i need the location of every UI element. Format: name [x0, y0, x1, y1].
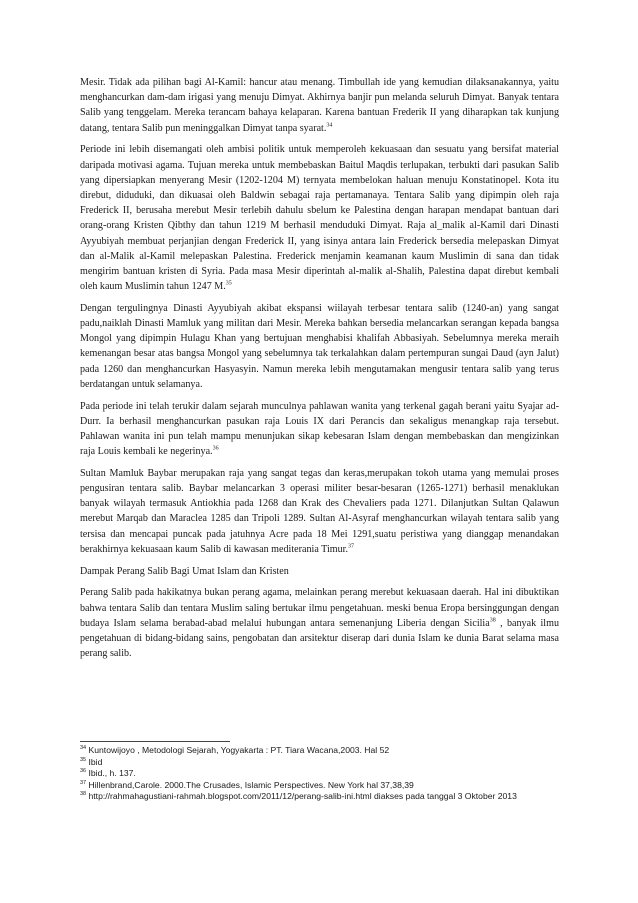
paragraph-3: Dengan tergulingnya Dinasti Ayyubiyah akibat ekspansi wiilayah terbesar tentara salib (1240-an) yang sangat padu,naiklah Dinasti Mamluk yang militan dari Mesir. Mereka bahkan bersedia melancarkan serangan kepada bangsa Mongol yang dipimpin Hulagu Khan yang bertujuan menghabisi khalifah Abbasiyah. Sebelumnya mereka meraih kemenangan besar atas bangsa Mongol yang sebelumnya tak terkalahkan dalam pertempuran sungai Daud (ayn Jalut) pada 1260 dan menghancurkan Hasyasyin. Namun mereka lebih mengutamakan mengusir tentara salib yang terus berdatangan untuk selamanya.: [80, 302, 559, 390]
footnote-35: $^{35}$ Ibid: [80, 756, 103, 767]
footnote-ref-36[interactable]: 36: [212, 445, 219, 452]
footnote-34: $^{34}$ Kuntowijoyo , Metodologi Sejarah, Yogyakarta : PT. Tiara Wacana,2003. Hal 52: [80, 745, 390, 755]
footnote-separator: [80, 741, 230, 742]
footnote-37: $^{37}$ Hillenbrand,Carole. 2000.The Crusades, Islamic Perspectives. New York hal 37,38,39: [80, 779, 414, 790]
footnote-38[interactable]: $^{38}$ http://rahmahagustiani-rahmah.blogspot.com/2011/12/perang-salib-ini.html diakses pada tanggal 3 Oktober 2013: [80, 791, 517, 802]
section-heading: Dampak Perang Salib Bagi Umat Islam dan Kristen: [80, 565, 289, 577]
paragraph-2: Periode ini lebih disemangati oleh ambisi politik untuk memperoleh kekuasaan dan sesuatu yang bersifat material daripada motivasi agama. Tujuan mereka untuk membebaskan Baitul Maqdis terlupakan, terbukti dari pasukan Salib yang dipersiapkan menyerang Mesir (1202-1204 M) ternyata membelokan haluan menuju Konstatinopel. Kota itu direbut, diduduki, dan dikuasai oleh Baldwin sebagai raja pertamanaya. Tentara Salib yang dipimpin oleh raja Frederick II, berusaha merebut Mesir terlebih dahulu sbelum ke Palestina dengan harapan mendapat bantuan dari orang-orang Kristen Qibthy dan tahun 1219 M berhasil menduduki Dimyat. Raja al_malik al-Kamil dari Dinasti Ayyubiyah membuat perjanjian dengan Frederick II, yang isinya antara lain Frederick bersedia melepaskan Dimyat dan al-Malik al-Kamil melepaskan Palestina. Frederick menjamin keamanan kaum Muslimin di sana dan tidak mengirim bantuan kristen di Syria. Pada masa Mesir diperintah al-malik al-Shalih, Palestina dapat direbut kembali oleh kaum Muslimin tahun 1247 M.$^{35}$: [80, 144, 559, 293]
footnote-ref-35[interactable]: 35: [225, 280, 232, 287]
paragraph-6: Perang Salib pada hakikatnya bukan perang agama, melainkan perang merebut kekuasaan daerah. Hal ini dibuktikan bahwa tentara Salib dan tentara Muslim saling bertukar ilmu pengetahuan. meski benua Eropa bersinggungan dengan budaya Islam selama berabad-abad melalui hubungan antara semenanjung Liberia dengan Sicilia$^{38}$ , banyak ilmu pengetahuan di bidang-bidang sains, pengobatan dan arsitektur diserap dari dunia Islam ke dunia Barat selama masa perang salib.: [80, 587, 560, 660]
footnotes: [80, 745, 559, 803]
footnote-36: $^{36}$ Ibid., h. 137.: [80, 768, 136, 779]
paragraph-4: Pada periode ini telah terukir dalam sejarah munculnya pahlawan wanita yang terkenal gagah berani yaitu Syajar ad-Durr. Ia berhasil menghancurkan pasukan raja Louis IX dari Perancis dan sekaligus menangkap raja tersebut. Pahlawan wanita ini pun telah mampu menunjukan sikap kebesaran Islam dengan membebaskan dan mengizinkan raja Louis kembali ke negerinya.$^{36}$: [80, 400, 559, 458]
paragraph-5: Sultan Mamluk Baybar merupakan raja yang sangat tegas dan keras,merupakan tokoh utama yang memulai proses pengusiran tentara salib. Baybar melancarkan 3 operasi militer besar-besaran (1265-1271) berhasil menaklukan banyak wilayah termasuk Antiokhia pada 1268 dan Krak des Chevaliers pada 1271. Dilanjutkan Sultan Qalawun merebut Marqab dan Maraclea 1285 dan Tripoli 1289. Sultan Al-Asyraf menghancurkan wilayah tentara salib yang tersisa dan mencapai puncak pada jatuhnya Acre pada 18 Mei 1291,suatu peristiwa yang dianggap menandakan berakhirnya kekuasaan kaum Salib di kawasan mediterania Timur.$^{37}$: [80, 467, 559, 555]
footnote-ref-34[interactable]: 34: [326, 122, 333, 129]
footnote-ref-38[interactable]: 38: [489, 617, 496, 624]
paragraph-1: Mesir. Tidak ada pilihan bagi Al-Kamil: hancur atau menang. Timbullah ide yang kemudian dilaksanakannya, yaitu menghancurkan dam-dam irigasi yang menuju Dimyat. Akhirnya banjir pun melanda seluruh Dimyat. Banyak tentara Salib yang tenggelam. Mereka terancam bahaya kelaparan. Karena bantuan Frederik II yang diharapkan tak kunjung datang, tentara Salib pun meninggalkan Dimyat tanpa syarat.$^{34}$: [80, 77, 559, 134]
footnote-ref-37[interactable]: 37: [347, 543, 354, 550]
body-text: [80, 75, 559, 668]
